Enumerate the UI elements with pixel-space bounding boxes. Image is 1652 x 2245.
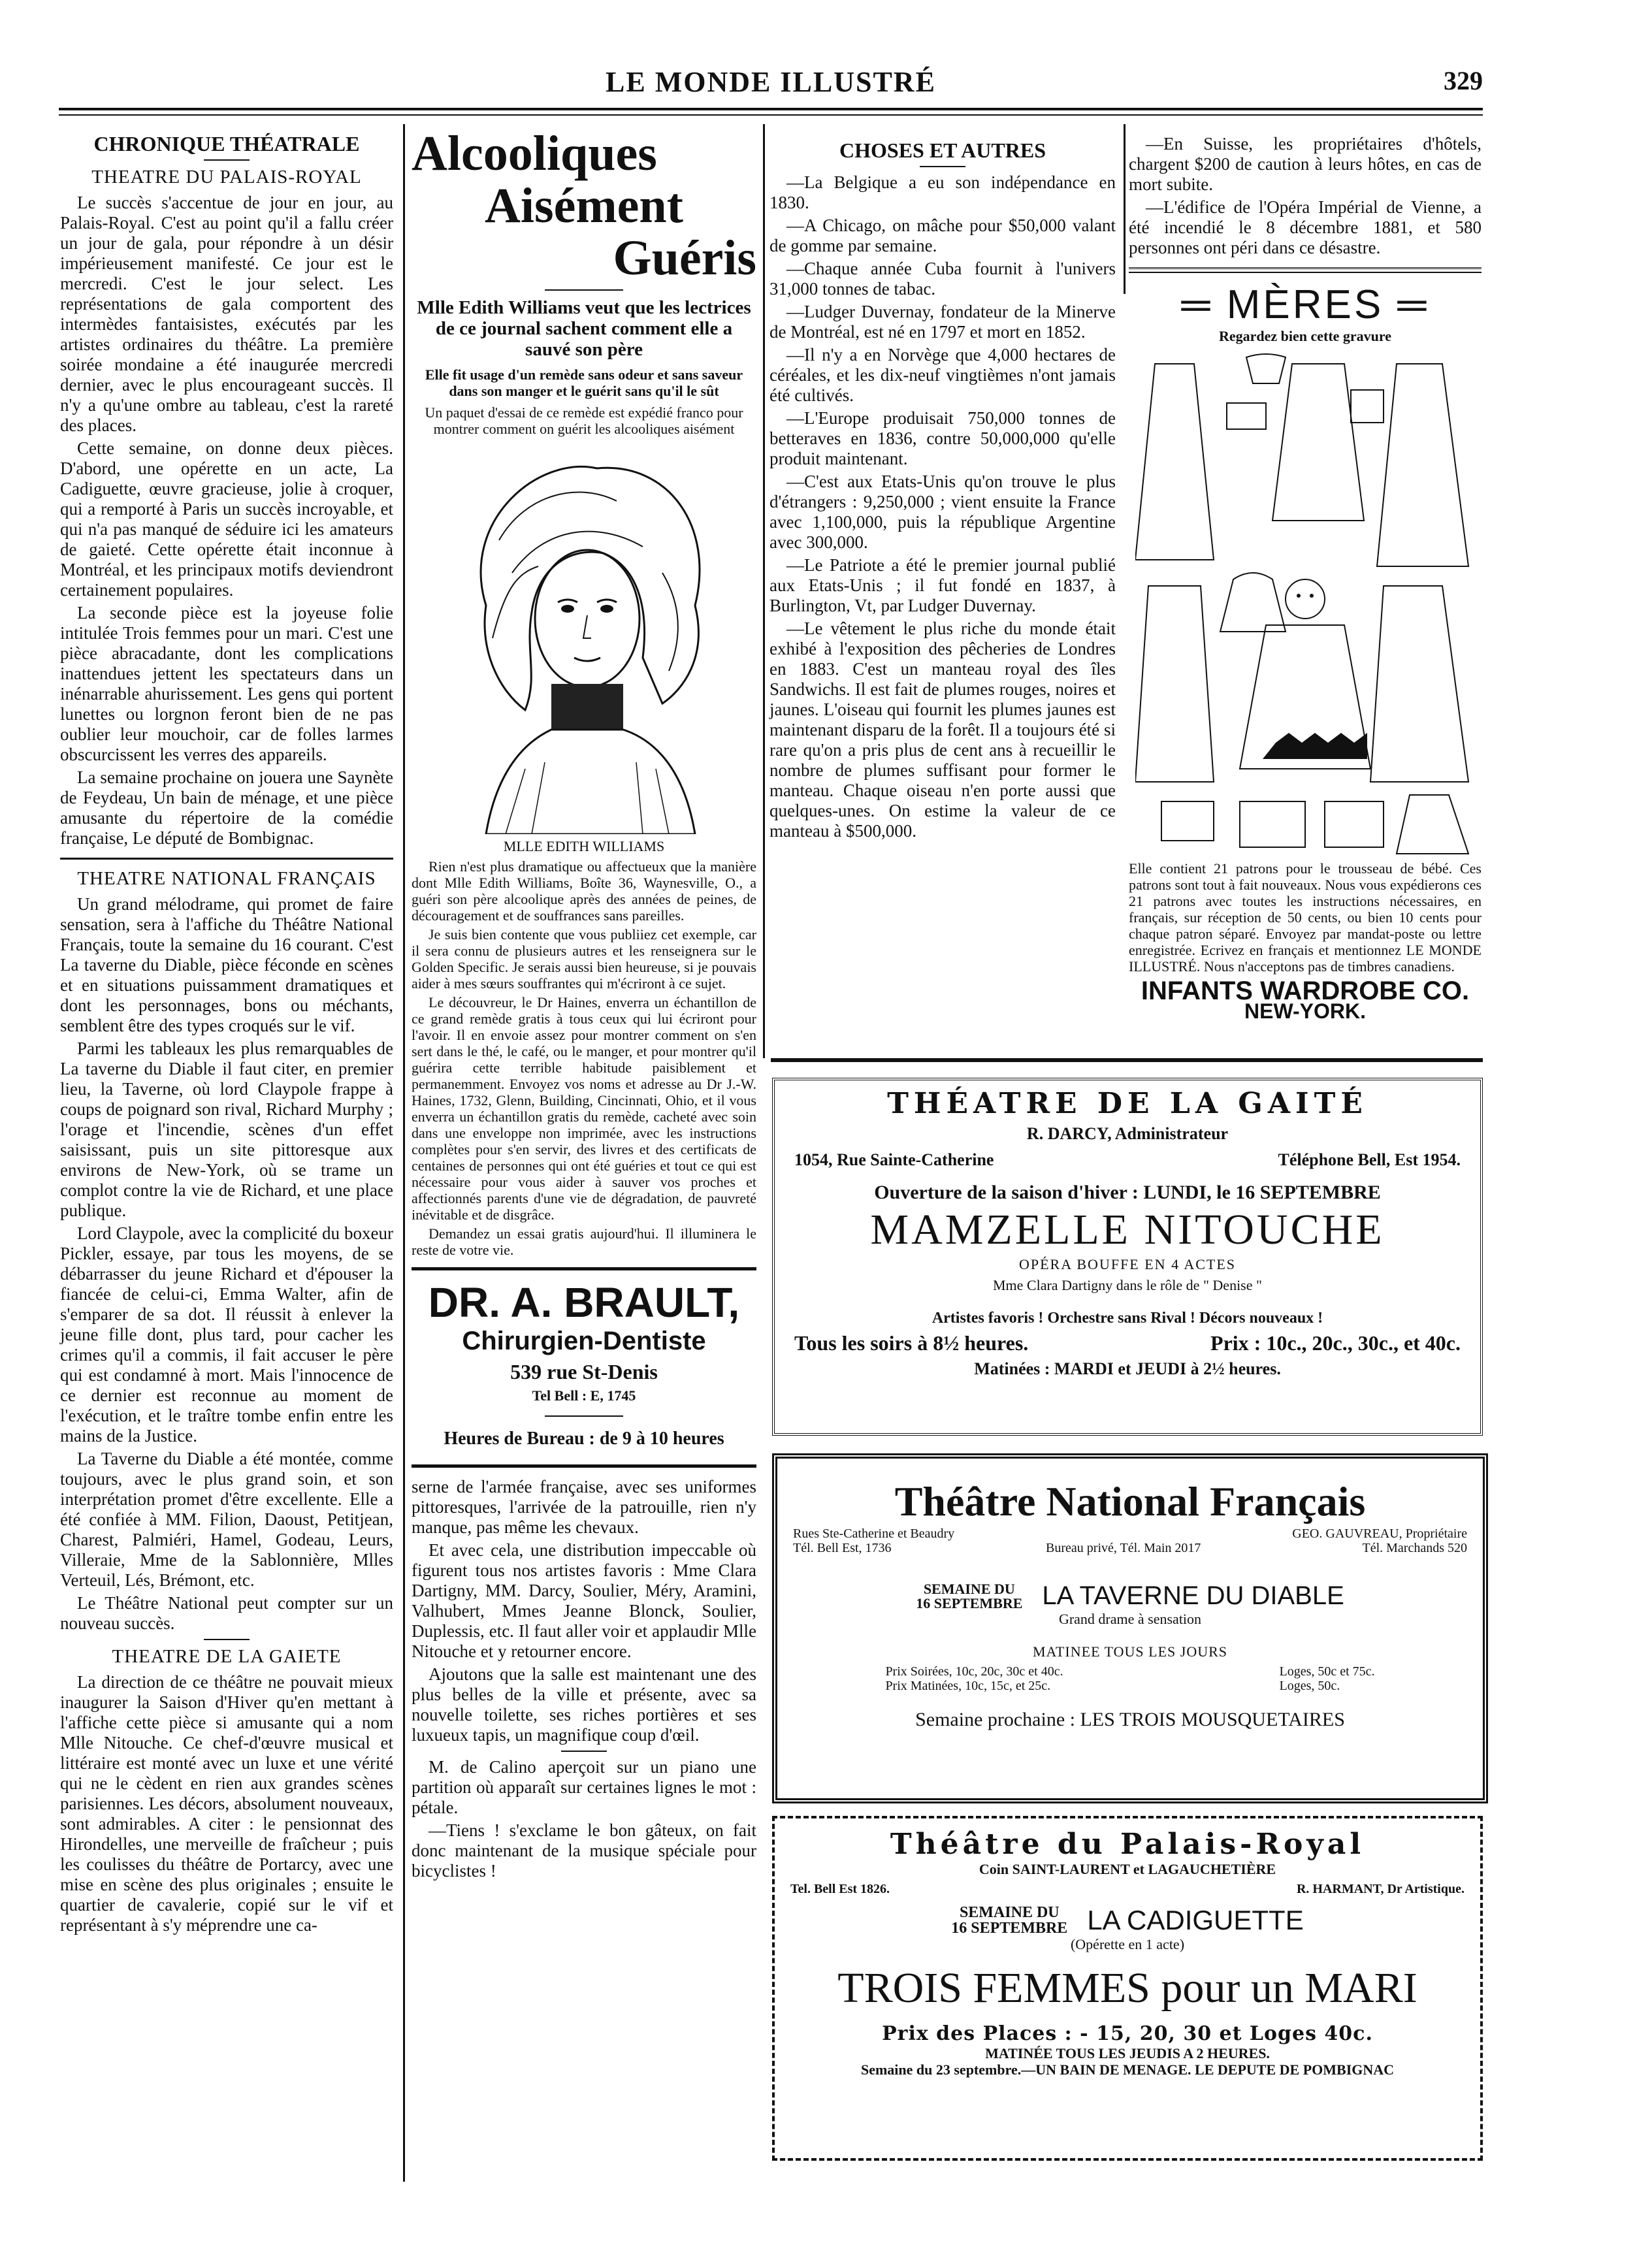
paragraph: La semaine prochaine on jouera une Saynète de Feydeau, Un bain de ménage, et une pièce amusante du répertoire de la comédie française, Le député de Bombignac.	[60, 767, 393, 848]
theatre-title: Théâtre du Palais-Royal	[890, 1828, 1365, 1861]
play-title-2: TROIS FEMMES pour un MARI	[837, 1964, 1417, 2012]
article-title: THEATRE DU PALAIS-ROYAL	[91, 167, 362, 187]
paragraph: Ajoutons que la salle est maintenant une des plus belles de la ville et présente, avec sa nouvelle toilette, ses riches portières et ses luxueux tapis, un magnifique coup d'œil.	[412, 1664, 756, 1745]
theatre-title: Théâtre National Français	[894, 1478, 1366, 1525]
play-genre: Grand drame à sensation	[1058, 1611, 1202, 1627]
times-prices-row	[775, 1327, 1480, 1359]
price-block	[885, 1664, 1063, 1693]
divider	[204, 159, 250, 161]
theatre-corner: Coin SAINT-LAURENT et LAGAUCHETIÈRE	[979, 1861, 1276, 1877]
right-column	[1129, 134, 1482, 1022]
divider	[920, 166, 965, 167]
dentist-title: Chirurgien-Dentiste	[462, 1327, 706, 1355]
theatre-highlights: Artistes favoris ! Orchestre sans Rival ! Décors nouveaux !	[931, 1310, 1323, 1327]
play-cast: Mme Clara Dartigny dans le rôle de " Denise "	[992, 1277, 1262, 1293]
paragraph: —Il n'y a en Norvège que 4,000 hectares de céréales, et les dix-neuf vingtièmes n'ont jamais été cultivés.	[769, 345, 1116, 405]
column-divider	[403, 124, 405, 2182]
paragraph: —Le Patriote a été le premier journal publié aux Etats-Unis ; il fut fondé en 1837, à Burlington, Vt, par Ludger Duvernay.	[769, 555, 1116, 615]
divider	[412, 1267, 756, 1270]
play-genre: OPÉRA BOUFFE EN 4 ACTES	[1018, 1256, 1237, 1272]
theatre-contact-row	[775, 1144, 1480, 1176]
paragraph: serne de l'armée française, avec ses uniformes pittoresques, l'arrivée de la patrouille, rien n'y manque, pas même les chevaux.	[412, 1477, 756, 1537]
theatre-director: R. HARMANT, Dr Artistique.	[1296, 1882, 1465, 1896]
portrait-caption: MLLE EDITH WILLIAMS	[503, 838, 665, 854]
palais-advert	[772, 1816, 1483, 2161]
advert-subtitle: Mlle Edith Williams veut que les lectrices de ce journal sachent comment elle a sauvé son père	[417, 297, 751, 360]
theatre-office: Bureau privé, Tél. Main 2017	[1046, 1541, 1201, 1555]
week-label-line: SEMAINE DU	[959, 1904, 1060, 1921]
play-row	[777, 1581, 1483, 1611]
column-divider	[763, 124, 765, 1058]
advert-column	[412, 127, 756, 1884]
meres-advert	[1129, 282, 1482, 1022]
week-label	[951, 1905, 1067, 1936]
theatre-address: Rues Ste-Catherine et Beaudry	[793, 1526, 955, 1541]
price-row	[777, 1664, 1483, 1693]
paragraph: M. de Calino aperçoit sur un piano une partition où apparaît sur certaines lignes le mot : pétale.	[412, 1757, 756, 1817]
paragraph: —C'est aux Etats-Unis qu'on trouve le plus d'étrangers : 9,250,000 ; vient ensuite la France avec 1,100,000, puis la république Argentine avec 300,000.	[769, 472, 1116, 552]
matinees: Matinées : MARDI et JEUDI à 2½ heures.	[974, 1359, 1281, 1378]
divider	[545, 289, 623, 291]
advert-title-line: Guéris	[613, 231, 756, 285]
article-title: THEATRE NATIONAL FRANÇAIS	[77, 868, 376, 889]
theatre-telephone: Tél. Bell Est, 1736	[793, 1541, 892, 1555]
ticket-prices: Prix : 10c., 20c., 30c., et 40c.	[1210, 1331, 1461, 1355]
loges-line: Loges, 50c et 75c.	[1279, 1664, 1375, 1679]
paragraph: La seconde pièce est la joyeuse folie intitulée Trois femmes pour un mari. C'est une pièce abracadante, dont les complications inattendues jettent les spectateurs dans un inénarrable ahurissement. Les gens qui portent lunettes ou lorgnon feront bien de ne pas oublier leur mouchoir, car de folles larmes obscurcissent les verres des appareils.	[60, 603, 393, 764]
theatre-address-block	[793, 1526, 954, 1555]
dentist-name: DR. A. BRAULT,	[428, 1279, 740, 1326]
advert-subtitle-3: Un paquet d'essai de ce remède est expédié franco pour montrer comment on guérit les alcooliques aisément	[425, 404, 743, 437]
loges-block	[1279, 1664, 1374, 1693]
divider	[60, 858, 393, 860]
season-opening: Ouverture de la saison d'hiver : LUNDI, le 16 SEPTEMBRE	[874, 1182, 1381, 1203]
divider	[545, 1415, 623, 1417]
advert-title-line: Aisément	[485, 178, 683, 233]
week-label	[916, 1582, 1022, 1611]
dentist-telephone: Tel Bell : E, 1745	[532, 1387, 636, 1404]
loges-line: Loges, 50c.	[1279, 1679, 1340, 1693]
paragraph: La direction de ce théâtre ne pouvait mieux inaugurer la Saison d'Hiver qu'en mettant à l'affiche cette pièce si amusante qui a nom Mlle Nitouche. Ce chef-d'œuvre musical et littéraire est monté avec un luxe et une vérité qui ne le cèdent en rien aux grandes scènes parisiennes. Les décors, absolument nouveaux, sont admirables. A citer : le pensionnat des Hirondelles, une merveille de fraîcheur ; puis les coulisses du théâtre de Portarcy, avec une mise en scène des plus originales ; ensuite le quartier de cavalerie, copié sur le vif et représentant à s'y méprendre une ca-	[60, 1672, 393, 1935]
alcooliques-advert	[412, 127, 756, 1258]
week-label-line: 16 SEPTEMBRE	[951, 1920, 1068, 1937]
page-header	[59, 65, 1483, 105]
dentist-hours: Heures de Bureau : de 9 à 10 heures	[444, 1429, 724, 1449]
paragraph: Cette semaine, on donne deux pièces. D'abord, une opérette en un acte, La Cadiguette, œuvre gracieuse, jolie à croquer, qui a remporté à Paris un succès incroyable, et qui n'a pas manqué de séduire ici les amateurs de gaieté. Cette opérette était inconnue à Montréal, et les principaux motifs deviendront certainement populaires.	[60, 438, 393, 600]
ticket-prices: Prix des Places : - 15, 20, 30 et Loges 40c.	[882, 2022, 1373, 2045]
advert-title-text: MÈRES	[1226, 282, 1384, 327]
advert-paragraph: Demandez un essai gratis aujourd'hui. Il illuminera le reste de votre vie.	[412, 1225, 756, 1258]
gaite-advert	[772, 1078, 1483, 1436]
price-line: Prix Soirées, 10c, 20c, 30c et 40c.	[885, 1664, 1063, 1679]
advert-paragraph: Rien n'est plus dramatique ou affectueux que la manière dont Mlle Edith Williams, Boîte 36, Waynesville, O., a guéri son père alcoolique après des années de peines, de découragement et de souffrances sans pareilles.	[412, 858, 756, 924]
theatre-owner-block	[1292, 1526, 1467, 1555]
matinee-note: MATINEE TOUS LES JOURS	[1032, 1643, 1228, 1660]
section-heading: CHRONIQUE THÉATRALE	[93, 132, 360, 155]
advert-title-line: Alcooliques	[412, 126, 657, 181]
section-heading: CHOSES ET AUTRES	[839, 138, 1046, 162]
theatre-owner: GEO. GAUVREAU, Propriétaire	[1292, 1526, 1467, 1541]
paragraph: —La Belgique a eu son indépendance en 1830.	[769, 172, 1116, 212]
divider	[412, 1464, 756, 1468]
theatre-admin: R. DARCY, Administrateur	[1026, 1124, 1229, 1143]
divider	[561, 1751, 607, 1752]
advert-company: INFANTS WARDROBE CO.	[1141, 977, 1470, 1005]
week-label-line: SEMAINE DU	[923, 1580, 1015, 1597]
paragraph: —Ludger Duvernay, fondateur de la Minerve de Montréal, est né en 1797 et mort en 1852.	[769, 302, 1116, 342]
paragraph: —L'Europe produisait 750,000 tonnes de betteraves en 1836, contre 50,000,000 qu'elle produit maintenant.	[769, 408, 1116, 468]
portrait-illustration	[447, 442, 721, 834]
paragraph: —Chaque année Cuba fournit à l'univers 31,000 tonnes de tabac.	[769, 259, 1116, 299]
paragraph: Le Théâtre National peut compter sur un nouveau succès.	[60, 1593, 393, 1633]
paragraph: Parmi les tableaux les plus remarquables de La taverne du Diable il faut citer, en premier lieu, la Taverne, où lord Claypole frappe à coups de poignard son rival, Richard Murphy ; l'orage et l'incendie, scènes d'un effet saisissant, puis un site pittoresque aux environs de New-York, où se trame un complot contre la vie de Richard, et une place publique.	[60, 1039, 393, 1220]
play-title: LA CADIGUETTE	[1087, 1905, 1304, 1935]
article-title: THEATRE DE LA GAIETE	[112, 1646, 342, 1667]
advert-body: Elle contient 21 patrons pour le trousseau de bébé. Ces patrons sont tout à fait nouveaux. Nous vous expédierons ces 21 patrons avec toutes les instructions nécessaires, en français, sur réception de 50 cents, ou bien 10 cents pour chaque patron séparé. Envoyez par mandat-poste ou lettre enregistrée. Ecrivez en français et mentionnez LE MONDE ILLUSTRÉ. Nous n'acceptons pas de timbres canadiens.	[1129, 860, 1482, 975]
paragraph: Un grand mélodrame, qui promet de faire sensation, sera à l'affiche du Théâtre National Français, toute la semaine du 16 courant. C'est La taverne du Diable, pièce féconde en scènes et en situations puissamment dramatiques et dont les personnages, bons ou méchants, semblent être des types croqués sur le vif.	[60, 894, 393, 1035]
paragraph: —A Chicago, on mâche pour $50,000 valant de gomme par semaine.	[769, 216, 1116, 255]
week-label-line: 16 SEPTEMBRE	[916, 1594, 1023, 1611]
header-rule	[59, 108, 1483, 110]
divider	[1129, 267, 1482, 273]
paragraph: —En Suisse, les propriétaires d'hôtels, chargent $200 de caution à leurs hôtes, en cas de mort subite.	[1129, 134, 1482, 194]
dentist-address: 539 rue St-Denis	[510, 1360, 658, 1383]
paragraph: Lord Claypole, avec la complicité du boxeur Pickler, essaye, par tous les moyens, de se débarrasser du jeune Richard et d'épouser la fiancée de celui-ci, Emma Walter, afin de s'emparer de sa dot. Il réussit à enlever la jeune fille dont, plus tard, pour cacher les crimes qu'il a commis, il fait accuser le père qui est condamné à mort. Mais l'innocence de ce dernier est reconnue au moment de l'exécution, et le traître tombe enfin entre les mains de la Justice.	[60, 1223, 393, 1446]
baby-patterns-illustration	[1135, 351, 1475, 860]
divider	[204, 1639, 250, 1640]
paragraph: Et avec cela, une distribution impeccable où figurent tous nos artistes favoris : Mme Clara Dartigny, MM. Darcy, Soulier, Méry, Aramini, Valhubert, Mmes Jeanne Blonck, Soulier, Duplessis, etc. Il faut aller voir et applaudir Mlle Nitouche et y retourner encore.	[412, 1540, 756, 1661]
matinee-note: MATINÉE TOUS LES JEUDIS A 2 HEURES.	[985, 2045, 1270, 2061]
chronique-column	[60, 127, 393, 1938]
paragraph: —L'édifice de l'Opéra Impérial de Vienne, a été incendié le 8 décembre 1881, et 580 personnes ont péri dans ce désastre.	[1129, 197, 1482, 257]
play-title: MAMZELLE NITOUCHE	[870, 1206, 1385, 1253]
paragraph: Le succès s'accentue de jour en jour, au Palais-Royal. C'est au point qu'il a fallu créer un jour de gala, pour répondre à un désir impérieusement manifesté. Ce jour est le mercredi. C'est le jour select. Les représentations de gala comportent des intermèdes fantaisistes, exécutés par les artistes ordinaires du théâtre. La première soirée mondaine a été inaugurée mercredi dernier, avec le plus encourageant succès. Il n'y a qu'une ombre au tableau, c'est la rareté des places.	[60, 193, 393, 435]
show-times: Tous les soirs à 8½ heures.	[794, 1331, 1029, 1355]
advert-subtitle-2: Elle fit usage d'un remède sans odeur et sans saveur dans son manger et le guérit sans qu'il le sût	[425, 366, 743, 399]
paragraph: La Taverne du Diable a été montée, comme toujours, avec le plus grand soin, et son interprétation promet d'être excellente. Elle a été confiée à MM. Filion, Daoust, Petitjean, Charest, Palmiéri, Hamel, Godeau, Leurs, Villeraie, Mme de la Sablonnière, Mlles Verteuil, Lés, Brémont, etc.	[60, 1449, 393, 1590]
theatre-title: THÉATRE DE LA GAITÉ	[887, 1087, 1368, 1120]
dentist-advert	[412, 1280, 756, 1449]
paragraph: —Tiens ! s'exclame le bon gâteux, on fait donc maintenant de la musique spéciale pour bicyclistes !	[412, 1820, 756, 1881]
next-week: Semaine prochaine : LES TROIS MOUSQUETAIRES	[915, 1709, 1345, 1730]
journal-title: LE MONDE ILLUSTRÉ	[606, 66, 936, 98]
play-row	[775, 1905, 1480, 1936]
header-rule-2	[59, 114, 1483, 116]
national-advert	[772, 1453, 1488, 1803]
paragraph: —Le vêtement le plus riche du monde était exhibé à l'exposition des pêcheries de Londres en 1883. C'est un manteau royal des îles Sandwichs. Il est fait de plumes rouges, noires et jaunes. L'oiseau qui fournit les plumes jaunes est maintenant disparu de la forêt. Il a toujours été si rare qu'on a pris plus de cent ans à recueillir le nombre de plumes suffisant pour former le manteau. Chaque oiseau n'en porte aussi que quelques-unes. On estime la valeur de ce manteau à $500,000.	[769, 619, 1116, 841]
theatre-contact-row	[775, 1878, 1480, 1901]
advert-paragraph: Le découvreur, le Dr Haines, enverra un échantillon de ce grand remède gratis à tous ceux qui lui écriront pour l'avoir. Il en envoie assez pour montrer comment on s'en sert dans le thé, le café, ou le manger, et pour montrer qu'il guérira cette terrible habitude paisiblement et permanemment. Envoyez vos noms et adresse au Dr J.-W. Haines, 1732, Glenn, Building, Cincinnati, Ohio, et il vous enverra un échantillon gratis du remède, cacheté avec soin dans une enveloppe non imprimée, avec les instructions complètes pour s'en servir, des livres et des certificats de centaines de personnes qui ont été guéries et tout ce qui est nécessaire pour vous aider à sauver vos proches et affectionnés parents d'une vie de dégradation, de pauvreté inévitable et de disgrâce.	[412, 994, 756, 1223]
theatre-owner-telephone: Tél. Marchands 520	[1362, 1541, 1467, 1555]
advert-subtitle: Regardez bien cette gravure	[1218, 328, 1392, 344]
advert-paragraph: Je suis bien contente que vous publiiez cet exemple, car il sera connu de plusieurs autres et les renseignera sur le Golden Specific. Je serais aussi bien heureuse, si je pouvais aider à mes sœurs souffrantes qui m'écriront à ce sujet.	[412, 926, 756, 992]
theatre-contact-row	[777, 1526, 1483, 1555]
advert-city: NEW-YORK.	[1244, 999, 1366, 1023]
column-divider	[1124, 124, 1126, 294]
theatre-address: 1054, Rue Sainte-Catherine	[794, 1150, 994, 1169]
price-line: Prix Matinées, 10c, 15c, et 25c.	[885, 1679, 1051, 1693]
theatre-telephone: Téléphone Bell, Est 1954.	[1278, 1150, 1461, 1169]
advert-title: ═ MÈRES ═	[1181, 282, 1429, 327]
page-number: 329	[1444, 66, 1483, 95]
choses-column	[769, 134, 1116, 844]
ads-top-rule	[771, 1058, 1483, 1062]
play-title: LA TAVERNE DU DIABLE	[1042, 1581, 1344, 1610]
theatre-telephone: Tel. Bell Est 1826.	[790, 1882, 890, 1896]
next-week: Semaine du 23 septembre.—UN BAIN DE MENAGE. LE DEPUTE DE POMBIGNAC	[860, 2061, 1395, 2078]
play-genre: (Opérette en 1 acte)	[1070, 1936, 1185, 1952]
